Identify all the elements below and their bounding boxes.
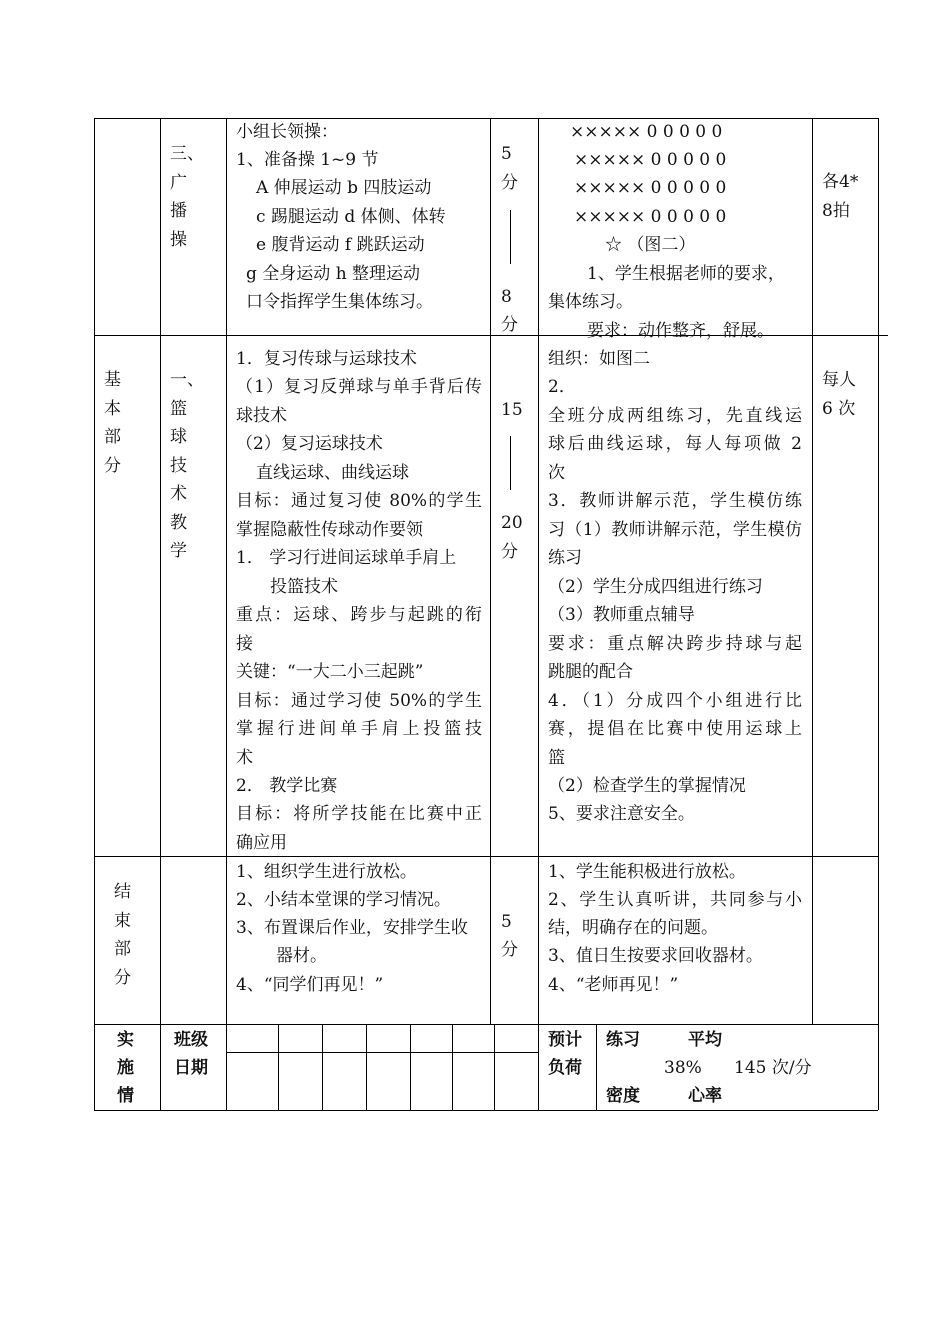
figure-caption: ☆ （图二） — [605, 235, 696, 255]
time-range-bar — [510, 210, 511, 264]
org-line: （2）检查学生的掌握情况 — [548, 776, 746, 796]
time-start: 5 — [501, 144, 512, 164]
content-line: 1．复习传球与运球技术 — [236, 349, 417, 369]
org-line: 1、学生能积极进行放松。 — [548, 862, 746, 882]
class-label: 班级 — [174, 1030, 208, 1050]
density-label: 密度 — [606, 1086, 640, 1106]
time-ending: 5 — [501, 912, 512, 932]
content-line: c 踢腿运动 d 体侧、体转 — [256, 207, 446, 227]
org-line: 要求：重点解决跨步持球与起 — [548, 634, 802, 654]
time-end-unit: 分 — [501, 542, 518, 562]
practice-label: 练习 — [606, 1030, 640, 1050]
content-line: 确应用 — [236, 833, 287, 853]
org-line: 2． — [548, 377, 576, 397]
org-line: 2、学生认真听讲，共同参与小 — [548, 890, 802, 910]
time-start-unit: 分 — [501, 173, 518, 193]
content-line: 目标：将所学技能在比赛中正 — [236, 804, 482, 824]
heart-rate-label: 心率 — [688, 1086, 722, 1106]
org-line: 5、要求注意安全。 — [548, 804, 695, 824]
time-start: 15 — [501, 400, 523, 420]
content-line: 目标：通过复习使 80%的学生 — [236, 491, 482, 511]
date-label: 日期 — [174, 1058, 208, 1078]
load-label: 预计 — [548, 1030, 582, 1050]
content-line: 口令指挥学生集体练习。 — [246, 292, 433, 312]
formation-row: ××××× 0 0 0 0 0 — [574, 207, 727, 227]
org-line: 全班分成两组练习，先直线运 — [548, 406, 802, 426]
content-line: （1）复习反弹球与单手背后传 — [236, 377, 482, 397]
formation-row: ××××× 0 0 0 0 0 — [574, 150, 727, 170]
org-line: 4．（1）分成四个小组进行比 — [548, 691, 802, 711]
org-line: 要求：动作整齐，舒展。 — [587, 321, 774, 341]
content-line: 关键：“一大二小三起跳” — [236, 662, 424, 682]
content-line: 1、准备操 1~9 节 — [236, 150, 379, 170]
org-line: 集体练习。 — [548, 292, 633, 312]
reps-calisthenics: 各4*8拍 — [822, 172, 859, 221]
time-ending-unit: 分 — [501, 940, 518, 960]
section-label-basketball: 一、篮球技术教学 — [170, 370, 204, 561]
org-line: 1、学生根据老师的要求， — [587, 264, 785, 284]
time-range-bar — [510, 436, 511, 490]
content-line: 2． 教学比赛 — [236, 776, 338, 796]
org-line: 结，明确存在的问题。 — [548, 918, 718, 938]
content-line: 重点：运球、跨步与起跳的衔 — [236, 605, 482, 625]
part-label-ending: 结束部分 — [114, 882, 131, 988]
content-line: 接 — [236, 634, 253, 654]
org-line: 组织：如图二 — [548, 349, 650, 369]
content-line: 小组长领操： — [236, 122, 338, 142]
section-label-calisthenics: 三、广播操 — [170, 144, 204, 250]
time-end-unit: 分 — [501, 315, 518, 335]
org-line: 练习 — [548, 548, 582, 568]
content-line: 球技术 — [236, 406, 287, 426]
content-line: 掌握行进间单手肩上投篮技 — [236, 719, 482, 739]
org-line: 习（1）教师讲解示范，学生模仿 — [548, 520, 802, 540]
content-line: A 伸展运动 b 四肢运动 — [256, 178, 432, 198]
impl-label-char: 施 — [117, 1058, 134, 1078]
org-line: 跳腿的配合 — [548, 662, 633, 682]
content-line: 2、小结本堂课的学习情况。 — [236, 890, 451, 910]
org-line: 次 — [548, 463, 565, 483]
content-line: 1、组织学生进行放松。 — [236, 862, 417, 882]
content-line: e 腹背运动 f 跳跃运动 — [256, 235, 425, 255]
content-line: 目标：通过学习使 50%的学生 — [236, 691, 482, 711]
content-line: 掌握隐蔽性传球动作要领 — [236, 520, 423, 540]
reps-basic-line2: 6 次 — [822, 399, 856, 419]
heart-rate-value: 145 次/分 — [734, 1058, 812, 1078]
time-end: 20 — [501, 513, 523, 533]
formation-row: ××××× 0 0 0 0 0 — [570, 122, 723, 142]
content-line: 投篮技术 — [270, 577, 338, 597]
org-line: 3．教师讲解示范，学生模仿练 — [548, 491, 802, 511]
content-line: 直线运球、曲线运球 — [256, 463, 409, 483]
reps-basic-line1: 每人 — [822, 370, 856, 390]
time-end: 8 — [501, 287, 512, 307]
density-value: 38% — [664, 1058, 702, 1078]
org-line: （3）教师重点辅导 — [548, 605, 695, 625]
content-line: 3、布置课后作业，安排学生收 — [236, 918, 468, 938]
org-line: 赛，提倡在比赛中使用运球上 — [548, 719, 802, 739]
org-line: 球后曲线运球，每人每项做 2 — [548, 434, 802, 454]
content-line: （2）复习运球技术 — [236, 434, 383, 454]
part-label-basic: 基本部分 — [104, 370, 121, 476]
impl-label-char: 实 — [117, 1030, 134, 1050]
impl-label-char: 情 — [117, 1086, 134, 1106]
load-label: 负荷 — [548, 1058, 582, 1078]
org-line: 篮 — [548, 748, 565, 768]
content-line: 1． 学习行进间运球单手肩上 — [236, 548, 457, 568]
org-line: （2）学生分成四组进行练习 — [548, 577, 763, 597]
formation-row: ××××× 0 0 0 0 0 — [574, 178, 727, 198]
content-line: 4、“同学们再见！” — [236, 975, 384, 995]
content-line: 器材。 — [276, 946, 327, 966]
content-line: g 全身运动 h 整理运动 — [246, 264, 421, 284]
content-line: 术 — [236, 748, 253, 768]
org-line: 3、值日生按要求回收器材。 — [548, 946, 763, 966]
org-line: 4、“老师再见！” — [548, 975, 679, 995]
avg-label: 平均 — [688, 1030, 722, 1050]
